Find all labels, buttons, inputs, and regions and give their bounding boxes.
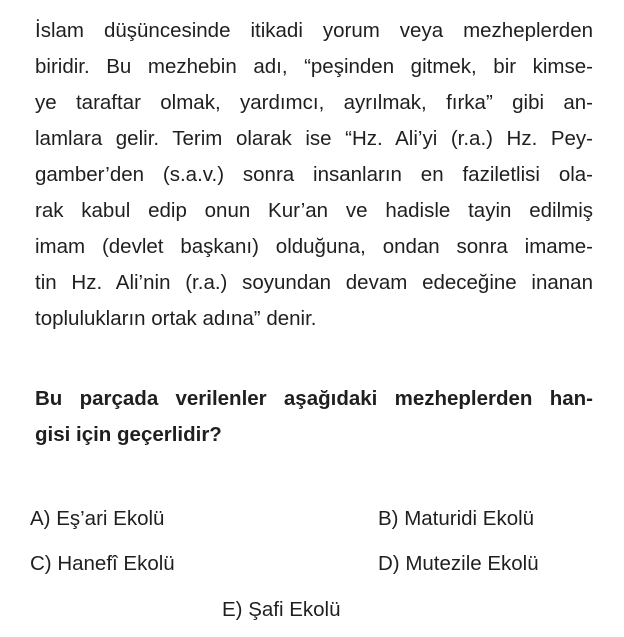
option-d[interactable]: D) Mutezile Ekolü — [378, 552, 539, 575]
passage-line: toplulukların ortak adına” denir. — [35, 307, 317, 330]
option-b[interactable]: B) Maturidi Ekolü — [378, 507, 535, 530]
passage-line: imam (devlet başkanı) olduğuna, ondan sonra imame- — [35, 235, 593, 258]
passage-line: gamber’den (s.a.v.) sonra insanların en faziletlisi ola- — [35, 163, 593, 186]
passage-line: ye taraftar olmak, yardımcı, ayrılmak, fırka” gibi an- — [35, 91, 593, 114]
passage-line: İslam düşüncesinde itikadi yorum veya mezheplerden — [35, 19, 593, 42]
question-line: gisi için geçerlidir? — [35, 423, 222, 446]
passage-line: biridir. Bu mezhebin adı, “peşinden gitmek, bir kimse- — [35, 55, 593, 78]
question-line: Bu parçada verilenler aşağıdaki mezheplerden han- — [35, 387, 593, 410]
passage-line: lamlara gelir. Terim olarak ise “Hz. Ali’yi (r.a.) Hz. Pey- — [35, 127, 593, 150]
option-a[interactable]: A) Eş’ari Ekolü — [30, 507, 165, 530]
passage-line: tin Hz. Ali’nin (r.a.) soyundan devam edeceğine inanan — [35, 271, 593, 294]
option-e[interactable]: E) Şafi Ekolü — [222, 598, 341, 621]
option-c[interactable]: C) Hanefî Ekolü — [30, 552, 175, 575]
passage-line: rak kabul edip onun Kur’an ve hadisle tayin edilmiş — [35, 199, 593, 222]
